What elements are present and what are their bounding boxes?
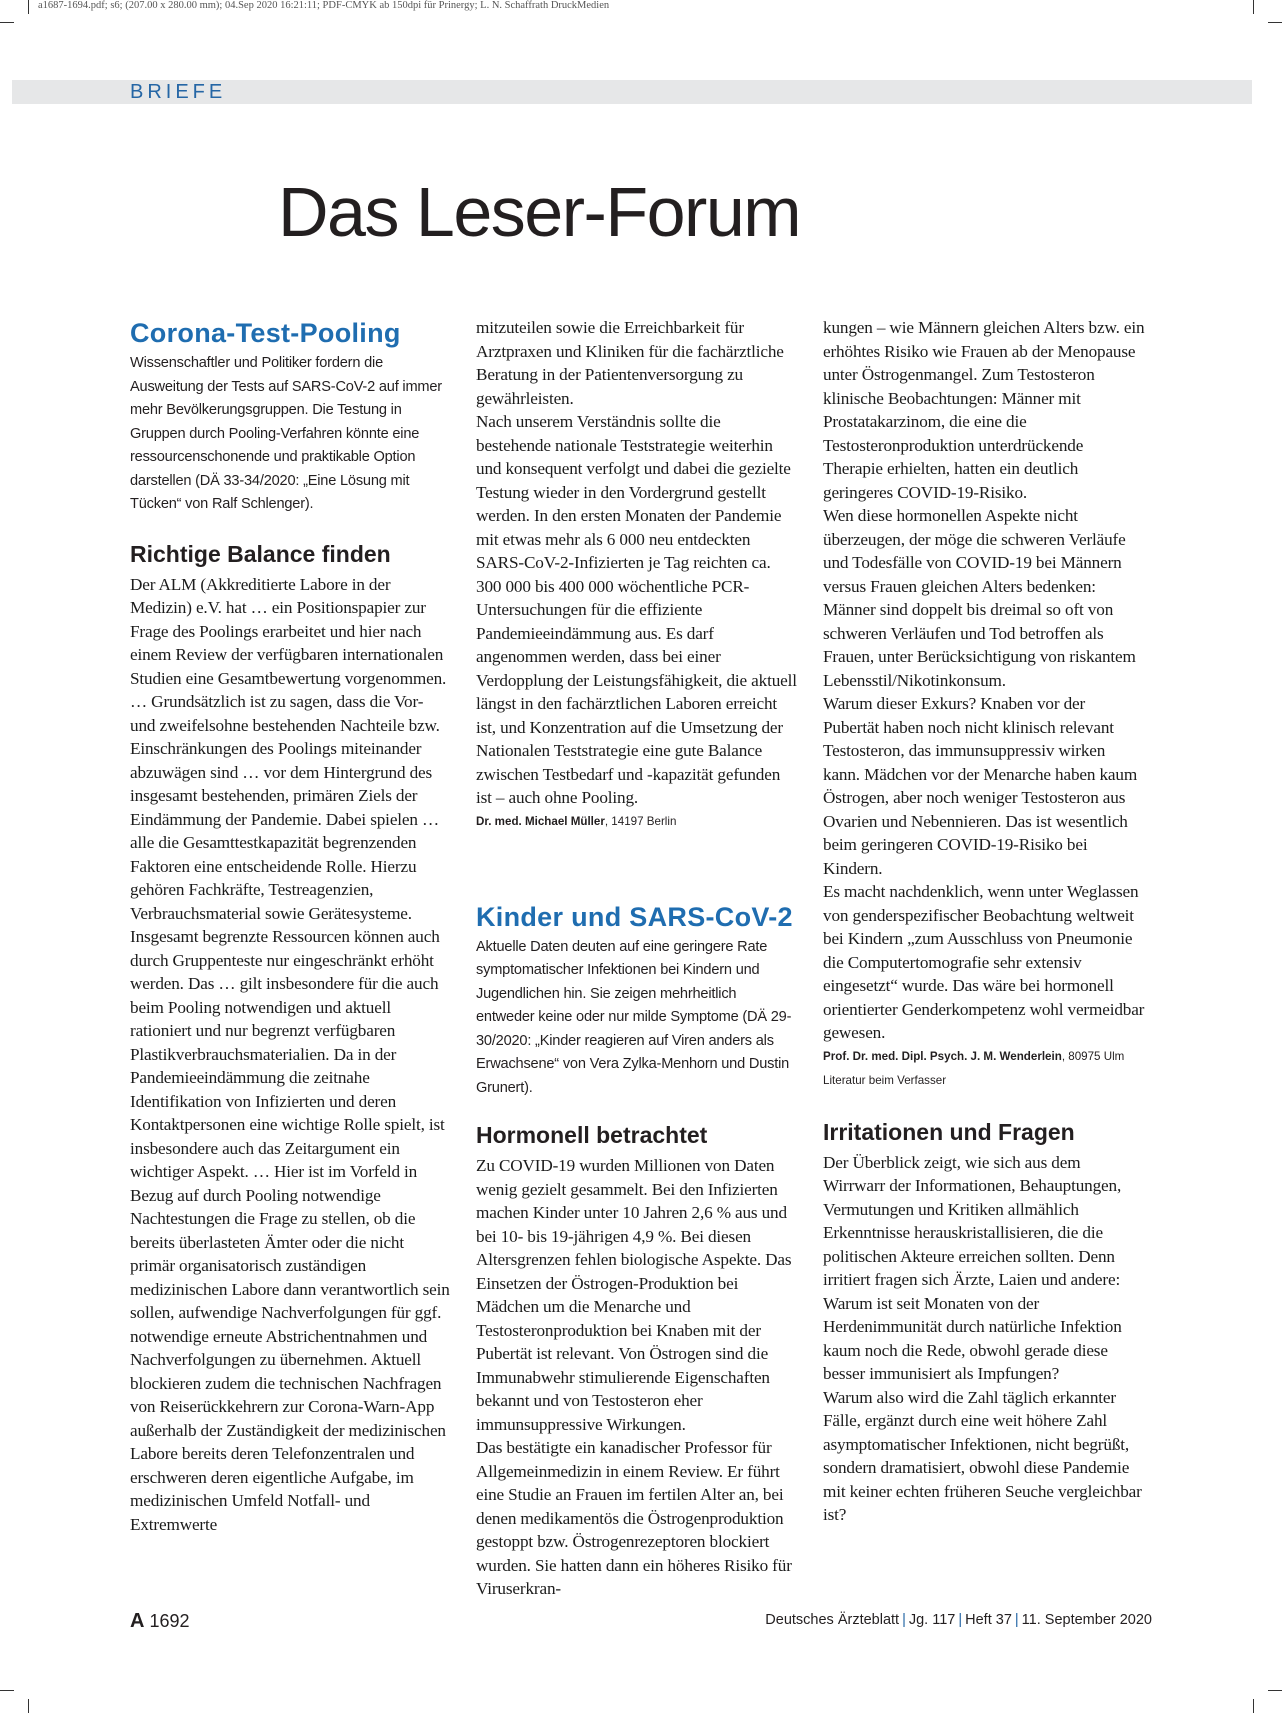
crop-mark xyxy=(1253,1699,1254,1713)
page-title: Das Leser-Forum xyxy=(278,173,801,251)
letter-body-continued: kungen – wie Männern gleichen Alters bzw. ein erhöhtes Risiko wie Frauen ab der Menopause unter Östrogenmangel. Zum Testosteron klinische Beobachtungen: Männer mit Prostatakarzinom, die eine die Testosteronproduktion unterdrückende Therapie erhielten, hatten ein deutlich geringeres COVID-19-Risiko. Wen diese hormonellen Aspekte nicht überzeugen, der möge die schweren Verläufe und Todesfälle von COVID-19 bei Männern versus Frauen gleichen Alters bedenken: Männer sind doppelt bis dreimal so oft von schweren Verläufen und Tod betroffen als Frauen, unter Berücksichtigung von riskantem Lebensstil/Nikotinkonsum. Warum dieser Exkurs? Knaben vor der Pubertät haben noch nicht klinisch relevant Testosteron, das immunsuppressiv wirken kann. Mädchen vor der Menarche haben kaum Östrogen, aber noch weniger Testosteron aus Ovarien und Nebennieren. Das ist wesentlich beim geringeren COVID-19-Risiko bei Kindern. Es macht nachdenklich, wenn unter Weglassen von genderspezifischer Beobachtung weltweit bei Kindern „zum Ausschluss von Pneumonie die Computertomografie sehr extensiv eingesetzt“ wurde. Das wäre bei hormonell orientierter Genderkompetenz wohl vermeidbar gewesen. xyxy=(823,318,1145,1042)
crop-mark xyxy=(28,1699,29,1713)
page-prefix: A xyxy=(130,1610,145,1632)
article-teaser: Aktuelle Daten deuten auf eine geringere Rate symptomatischer Infektionen bei Kindern und Jugendlichen hin. Sie zeigen mehrheitlich entweder keine oder nur milde Symptome (DÄ 29-30/2020: „Kinder reagieren auf Viren anders als Erwachsene“ von Vera Zylka-Menhorn und Dustin Grunert). xyxy=(476,938,792,1096)
crop-mark xyxy=(28,0,29,14)
page-number xyxy=(130,1610,190,1633)
separator: | xyxy=(958,1612,963,1628)
signature-place: , 80975 Ulm xyxy=(1061,1049,1125,1063)
column-1 xyxy=(130,316,452,1536)
letter-signature xyxy=(476,810,798,834)
section-label: BRIEFE xyxy=(130,81,227,103)
separator: | xyxy=(1014,1612,1019,1628)
letter-body-continued: mitzuteilen sowie die Erreichbarkeit für Arztpraxen und Kliniken für die fachärztliche Beratung in der Patientenversorgung zu gewährleisten. Nach unserem Verständnis sollte die bestehende nationale Teststrategie weiterhin und konsequent verfolgt und dabei die gezielte Testung wieder in den Vordergrund gestellt werden. In den ersten Monaten der Pandemie mit etwas mehr als 6 000 neu entdeckten SARS-CoV-2-Infizierten je Tag reichten ca. 300 000 bis 400 000 wöchentliche PCR-Untersuchungen für die effiziente Pandemieeindämmung aus. Es darf angenommen werden, dass bei einer Verdopplung der Leistungsfähigkeit, die aktuell längst in den fachärztlichen Laboren erreicht ist, und Konzentration auf die Umsetzung der Nationalen Teststrategie eine gute Balance zwischen Testbedarf und -kapazität gefunden ist – auch ohne Pooling. xyxy=(476,318,797,807)
letter-body: Zu COVID-19 wurden Millionen von Daten wenig gezielt gesammelt. Bei den Infizierten machen Kinder unter 10 Jahren 2,6 % aus und bei 10- bis 19-jährigen 4,9 %. Bei diesen Altersgrenzen fehlen biologische Aspekte. Das Einsetzen der Östrogen-Produktion bei Mädchen um die Menarche und Testosteronproduktion bei Knaben mit der Pubertät ist relevant. Von Östrogen sind die Immunabwehr stimulierende Eigenschaften bekannt und von Testosteron eher immunsuppressive Wirkungen. Das bestätigte ein kanadischer Professor für Allgemeinmedizin in einem Review. Er führt eine Studie an Frauen im fertilen Alter an, bei denen medikamentös die Östrogenproduktion gestoppt bzw. Östrogenrezeptoren blockiert wurden. Sie hatten dann ein höheres Risiko für Viruserkran- xyxy=(476,1156,792,1598)
letter-heading-richtige-balance: Richtige Balance finden xyxy=(130,540,391,567)
letter-signature xyxy=(823,1045,1145,1069)
signature-name: Dr. med. Michael Müller xyxy=(476,814,605,828)
crop-mark xyxy=(1268,22,1282,23)
journal-volume: Jg. 117 xyxy=(908,1612,956,1628)
crop-mark xyxy=(0,1690,14,1691)
crop-mark xyxy=(0,22,14,23)
journal-footer xyxy=(765,1612,1152,1628)
journal-date: 11. September 2020 xyxy=(1021,1612,1152,1628)
print-info: a1687-1694.pdf; s6; (207.00 x 280.00 mm); 04.Sep 2020 16:21:11; PDF-CMYK ab 150dpi für Prinergy; L. N. Schaffrath DruckMedien xyxy=(38,0,610,11)
page-number-value: 1692 xyxy=(149,1611,190,1631)
crop-mark xyxy=(1253,0,1254,14)
journal-issue: Heft 37 xyxy=(965,1612,1012,1628)
signature-note: Literatur beim Verfasser xyxy=(823,1073,947,1087)
journal-name: Deutsches Ärzteblatt xyxy=(765,1612,900,1628)
signature-place: , 14197 Berlin xyxy=(604,814,677,828)
article-heading-corona-test-pooling: Corona-Test-Pooling xyxy=(130,318,401,348)
letter-body: Der Überblick zeigt, wie sich aus dem Wirrwarr der Informationen, Behauptungen, Vermutungen und Kritiken allmählich Erkenntnisse herauskristallisieren, die die politischen Akteure erreichen sollten. Denn irritiert fragen sich Ärzte, Laien und andere: Warum ist seit Monaten von der Herdenimmunität durch natürliche Infektion kaum noch die Rede, obwohl gerade diese besser immunisiert als Impfungen? Warum also wird die Zahl täglich erkannter Fälle, ergänzt durch eine weit höhere Zahl asymptomatischer Infektionen, nicht begrüßt, sondern dramatisiert, obwohl diese Pandemie mit keiner echten früheren Seuche vergleichbar ist? xyxy=(823,1152,1142,1524)
article-teaser: Wissenschaftler und Politiker fordern die Ausweitung der Tests auf SARS-CoV-2 auf immer mehr Bevölkerungsgruppen. Die Testung in Gruppen durch Pooling-Verfahren könnte eine ressourcenschonende und praktikable Option darstellen (DÄ 33-34/2020: „Eine Lösung mit Tücken“ von Ralf Schlenger). xyxy=(130,355,442,512)
letter-body: Der ALM (Akkreditierte Labore in der Medizin) e.V. hat … ein Positionspapier zur Frage des Poolings erarbeitet und hier nach einem Review der verfügbaren internationalen Studien eine Gesamtbewertung vorgenommen. … Grundsätzlich ist zu sagen, dass die Vor- und zweifelsohne bestehenden Nachteile bzw. Einschränkungen des Poolings miteinander abzuwägen sind … vor dem Hintergrund des insgesamt bestehenden, primären Ziels der Eindämmung der Pandemie. Dabei spielen … alle die Gesamttestkapazität begrenzenden Faktoren eine entscheidende Rolle. Hierzu gehören Fachkräfte, Testreagenzien, Verbrauchsmaterial sowie Gerätesysteme. Insgesamt begrenzte Ressourcen können auch durch Gruppenteste nur eingeschränkt erhöht werden. Das … gilt insbesondere für die auch beim Pooling notwendigen und aktuell rationiert und nur begrenzt verfügbaren Plastikverbrauchsmaterialien. Da in der Pandemieeindämmung die zeitnahe Identifikation von Infizierten und deren Kontaktpersonen eine wichtige Rolle spielt, ist insbesondere auch das Zeitargument ein wichtiger Aspekt. … Hier ist im Vorfeld in Bezug auf durch Pooling notwendige Nachtestungen die Frage zu stellen, ob die bereits überlasteten Ämter oder die nicht primär organisatorisch zuständigen medizinischen Labore dann verantwortlich sein sollen, aufwendige Nachverfolgungen für ggf. notwendige erneute Abstrichentnahmen und Nachverfolgungen zu übernehmen. Aktuell blockieren zudem die technischen Nachfragen von Reiserückkehrern zur Corona-Warn-App außerhalb der Zuständigkeit der medizinischen Labore bereits deren Telefonzentralen und erschweren deren eigentliche Aufgabe, im medizinischen Umfeld Notfall- und Extremwerte xyxy=(130,574,450,1534)
letter-heading-hormonell-betrachtet: Hormonell betrachtet xyxy=(476,1122,708,1148)
separator: | xyxy=(902,1612,906,1628)
crop-mark xyxy=(1268,1690,1282,1691)
article-heading-kinder-sars-cov-2: Kinder und SARS-CoV-2 xyxy=(476,901,793,932)
signature-name: Prof. Dr. med. Dipl. Psych. J. M. Wenderlein xyxy=(823,1049,1062,1063)
column-3 xyxy=(823,316,1145,1527)
column-2 xyxy=(476,316,798,1601)
letter-heading-irritationen-fragen: Irritationen und Fragen xyxy=(823,1118,1075,1145)
